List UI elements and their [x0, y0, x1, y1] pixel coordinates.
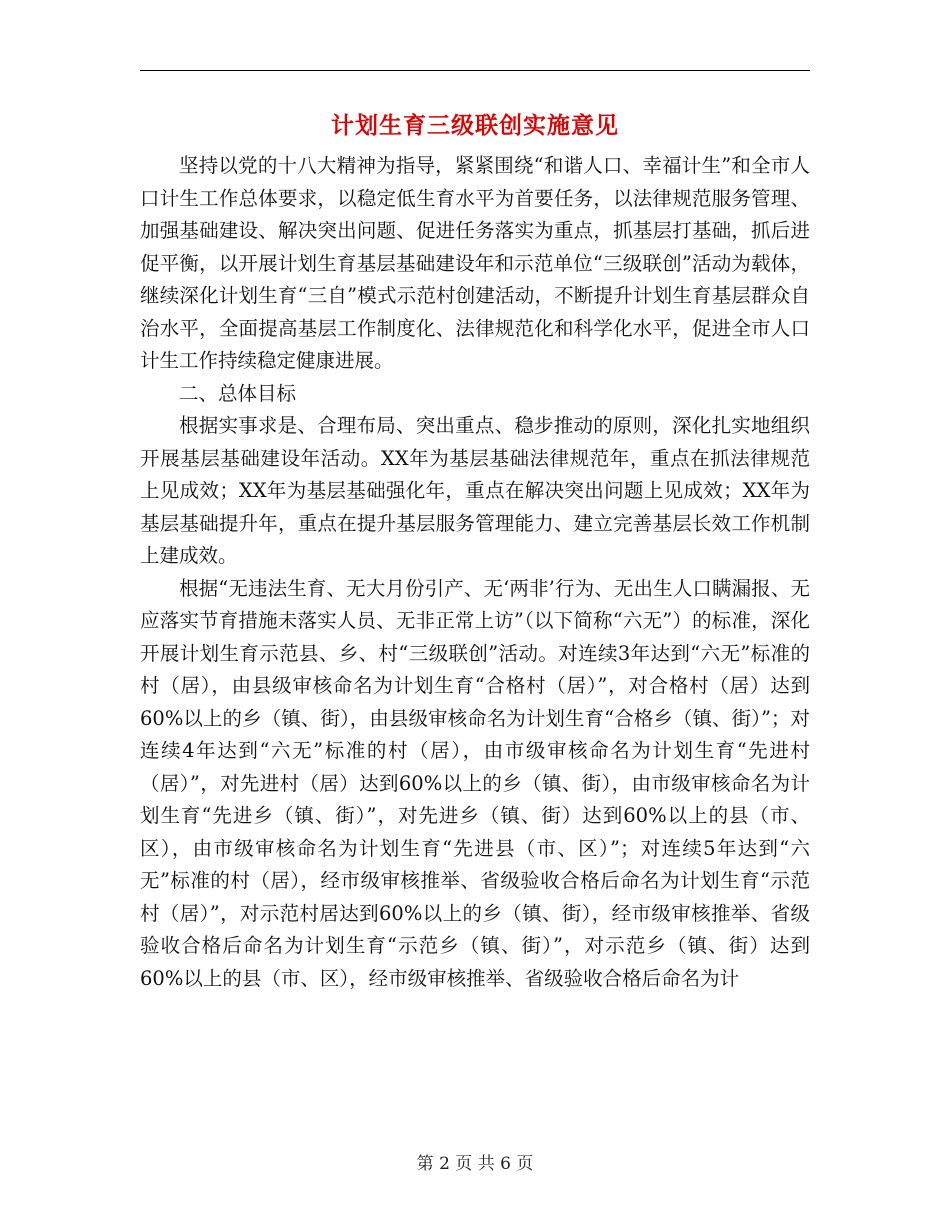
document-title: 计划生育三级联创实施意见: [331, 112, 619, 139]
paragraph-intro: 坚持以党的十八大精神为指导，紧紧围绕“和谐人口、幸福计生”和全市人口计生工作总体要求，以稳定低生育水平为首要任务，以法律规范服务管理、加强基础建设、解决突出问题、促进任务落实为重点，抓基层打基础，抓后进促平衡，以开展计划生育基层基础建设年和示范单位“三级联创”活动为载体，继续深化计划生育“三自”模式示范村创建活动，不断提升计划生育基层群众自治水平，全面提高基层工作制度化、法律规范化和科学化水平，促进全市人口计生工作持续稳定健康进展。: [140, 154, 810, 372]
page-number: 第 2 页 共 6 页: [416, 1154, 534, 1174]
paragraph-goals: 根据实事求是、合理布局、突出重点、稳步推动的原则，深化扎实地组织开展基层基础建设年活动。XX年为基层基础法律规范年，重点在抓法律规范上见成效；XX年为基层基础强化年，重点在解决突出问题上见成效；XX年为基层基础提升年，重点在提升基层服务管理能力、建立完善基层长效工作机制上建成效。: [140, 414, 810, 567]
paragraph-standards: 根据“无违法生育、无大月份引产、无‘两非’行为、无出生人口瞒漏报、无应落实节育措施未落实人员、无非正常上访”（以下简称“六无”）的标准，深化开展计划生育示范县、乡、村“三级联创”活动。对连续3年达到“六无”标准的村（居），由县级审核命名为计划生育“合格村（居）”，对合格村（居）达到60%以上的乡（镇、街），由县级审核命名为计划生育“合格乡（镇、街）”；对连续4年达到“六无”标准的村（居），由市级审核命名为计划生育“先进村（居）”，对先进村（居）达到60%以上的乡（镇、街），由市级审核命名为计划生育“先进乡（镇、街）”，对先进乡（镇、街）达到60%以上的县（市、区），由市级审核命名为计划生育“先进县（市、区）”；对连续5年达到“六无”标准的村（居），经市级审核推举、省级验收合格后命名为计划生育“示范村（居）”，对示范村居达到60%以上的乡（镇、街），经市级审核推举、省级验收合格后命名为计划生育“示范乡（镇、街）”，对示范乡（镇、街）达到60%以上的县（市、区），经市级审核推举、省级验收合格后命名为计: [140, 576, 810, 990]
section-heading-overall-goals: 二、总体目标: [179, 381, 297, 405]
header-rule: [140, 70, 810, 71]
document-body: [140, 150, 810, 995]
